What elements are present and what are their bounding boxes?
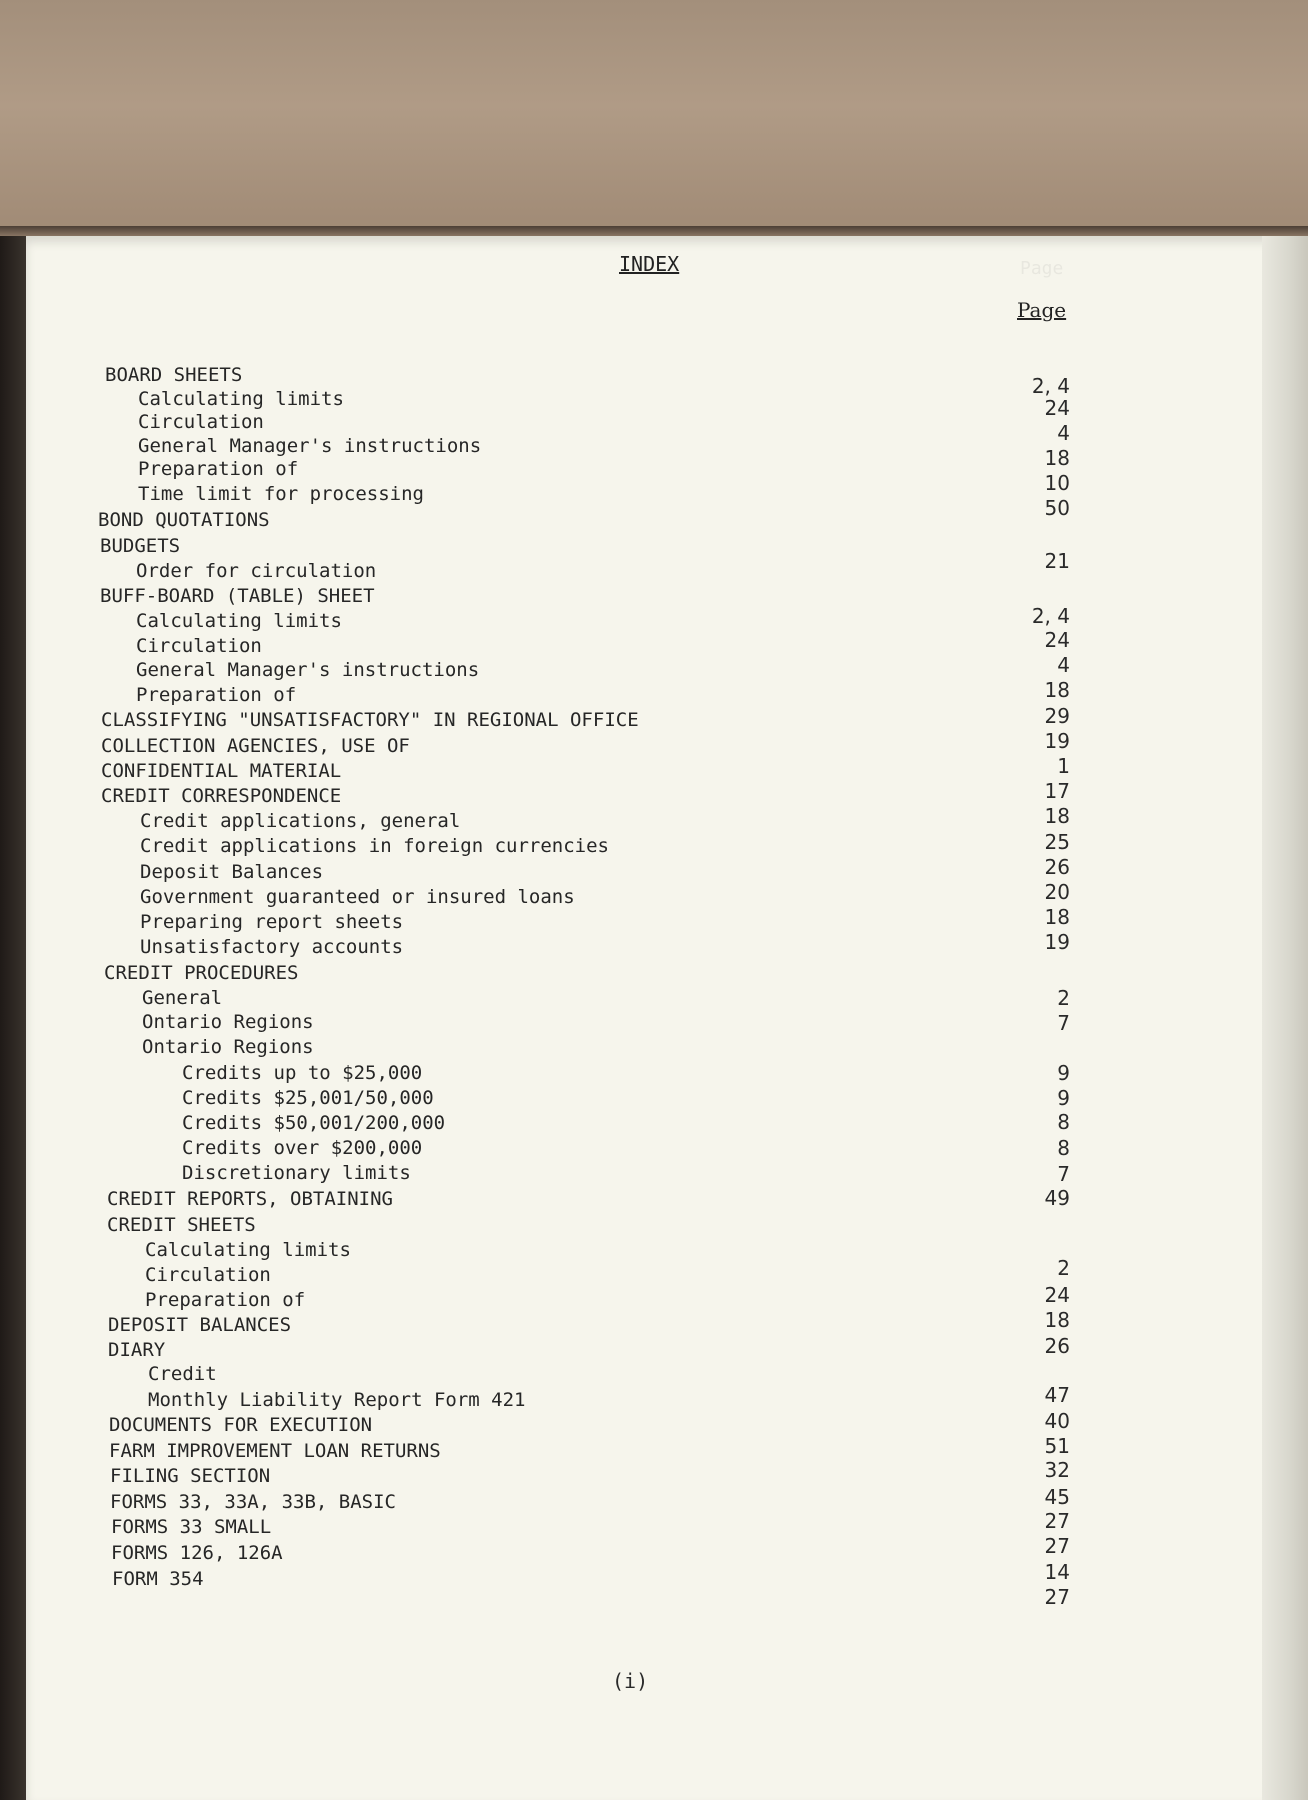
index-entry-page: 50 bbox=[1044, 496, 1070, 520]
binder-edge bbox=[0, 236, 26, 1800]
index-entry-label: DOCUMENTS FOR EXECUTION bbox=[109, 1414, 373, 1436]
index-entry-label: Credit bbox=[148, 1363, 217, 1385]
index-entry-label: General bbox=[142, 987, 223, 1009]
index-entry-page: 14 bbox=[1044, 1560, 1070, 1584]
index-entry-page: 2, 4 bbox=[1031, 374, 1070, 398]
index-entry-page: 24 bbox=[1044, 628, 1070, 652]
index-entry-page: 51 bbox=[1044, 1434, 1070, 1458]
index-entry-label: Deposit Balances bbox=[140, 861, 324, 883]
index-entry-page: 9 bbox=[1057, 1061, 1070, 1085]
page-column-header: Page bbox=[1017, 298, 1067, 322]
index-entry-label: DEPOSIT BALANCES bbox=[108, 1314, 292, 1336]
index-entry-page: 32 bbox=[1044, 1458, 1070, 1482]
index-entry-page: 8 bbox=[1057, 1136, 1070, 1160]
index-entry-label: Time limit for processing bbox=[138, 483, 424, 505]
index-entry-page: 19 bbox=[1044, 930, 1070, 954]
index-entry-label: Ontario Regions bbox=[142, 1036, 314, 1058]
index-entry-label: Monthly Liability Report Form 421 bbox=[148, 1389, 526, 1411]
index-entry-page: 40 bbox=[1044, 1409, 1070, 1433]
index-entry-page: 4 bbox=[1057, 653, 1070, 677]
index-entry-label: Circulation bbox=[136, 635, 262, 657]
index-entry-page: 2 bbox=[1057, 1256, 1070, 1280]
index-entry-page: 27 bbox=[1044, 1585, 1070, 1609]
index-entry-page: 10 bbox=[1044, 471, 1070, 495]
index-entry-label: FORM 354 bbox=[112, 1568, 204, 1590]
index-entry-label: CREDIT SHEETS bbox=[107, 1214, 256, 1236]
index-entry-page: 24 bbox=[1044, 396, 1070, 420]
bleed-through-text: Page bbox=[1020, 258, 1064, 279]
index-entry-label: FORMS 33 SMALL bbox=[111, 1516, 272, 1538]
index-entry-page: 19 bbox=[1044, 729, 1070, 753]
index-entry-label: BUDGETS bbox=[100, 535, 181, 557]
index-entry-label: Circulation bbox=[138, 411, 264, 433]
stacked-pages-edge bbox=[1262, 236, 1308, 1800]
index-entry-page: 2 bbox=[1057, 986, 1070, 1010]
index-entry-page: 27 bbox=[1044, 1534, 1070, 1558]
index-entry-page: 21 bbox=[1044, 549, 1070, 573]
index-entry-label: General Manager's instructions bbox=[136, 659, 480, 681]
index-entry-label: Calculating limits bbox=[138, 388, 344, 410]
index-entry-label: COLLECTION AGENCIES, USE OF bbox=[101, 735, 410, 757]
index-entry-label: BOARD SHEETS bbox=[105, 364, 243, 386]
index-entry-label: General Manager's instructions bbox=[138, 435, 482, 457]
index-entry-page: 7 bbox=[1057, 1162, 1070, 1186]
index-entry-page: 26 bbox=[1044, 855, 1070, 879]
index-entry-label: Order for circulation bbox=[136, 560, 377, 582]
index-entry-page: 18 bbox=[1044, 678, 1070, 702]
index-entry-page: 7 bbox=[1057, 1011, 1070, 1035]
index-entry-label: CREDIT PROCEDURES bbox=[104, 962, 299, 984]
index-entry-page: 18 bbox=[1044, 1308, 1070, 1332]
index-entry-label: FORMS 126, 126A bbox=[111, 1542, 283, 1564]
index-entry-label: CONFIDENTIAL MATERIAL bbox=[101, 760, 342, 782]
index-entry-label: Credits $25,001/50,000 bbox=[182, 1087, 434, 1109]
index-entry-page: 29 bbox=[1044, 704, 1070, 728]
index-entry-label: Discretionary limits bbox=[182, 1162, 411, 1184]
index-entry-label: Preparation of bbox=[136, 684, 297, 706]
index-entry-page: 26 bbox=[1044, 1334, 1070, 1358]
index-entry-page: 2, 4 bbox=[1031, 604, 1070, 628]
index-entry-label: Ontario Regions bbox=[142, 1011, 314, 1033]
index-entry-page: 27 bbox=[1044, 1509, 1070, 1533]
index-entry-label: Preparation of bbox=[138, 458, 299, 480]
index-entry-label: Circulation bbox=[145, 1264, 271, 1286]
index-entry-label: Unsatisfactory accounts bbox=[140, 936, 404, 958]
index-entry-page: 45 bbox=[1044, 1485, 1070, 1509]
index-entry-label: Credit applications in foreign currencies bbox=[140, 835, 609, 857]
index-entry-page: 18 bbox=[1044, 446, 1070, 470]
index-entry-page: 18 bbox=[1044, 804, 1070, 828]
index-entry-label: Preparing report sheets bbox=[140, 911, 404, 933]
index-entry-label: DIARY bbox=[108, 1339, 166, 1361]
index-entry-label: FORMS 33, 33A, 33B, BASIC bbox=[110, 1491, 396, 1513]
index-entry-label: Credits up to $25,000 bbox=[182, 1062, 423, 1084]
index-entry-page: 49 bbox=[1044, 1186, 1070, 1210]
index-entry-page: 1 bbox=[1057, 754, 1070, 778]
index-entry-page: 20 bbox=[1044, 880, 1070, 904]
index-entry-label: CLASSIFYING "UNSATISFACTORY" IN REGIONAL OFFICE bbox=[101, 709, 639, 731]
index-entry-label: CREDIT CORRESPONDENCE bbox=[101, 785, 342, 807]
page-number: (i) bbox=[612, 1669, 649, 1693]
index-entry-label: Credits $50,001/200,000 bbox=[182, 1112, 446, 1134]
folder-cover bbox=[0, 0, 1308, 236]
index-entry-label: FILING SECTION bbox=[110, 1465, 271, 1487]
index-entry-page: 24 bbox=[1044, 1283, 1070, 1307]
index-entry-label: Government guaranteed or insured loans bbox=[140, 886, 575, 908]
index-entry-label: Credits over $200,000 bbox=[182, 1137, 423, 1159]
index-entry-page: 25 bbox=[1044, 830, 1070, 854]
index-entry-page: 8 bbox=[1057, 1110, 1070, 1134]
index-entry-page: 18 bbox=[1044, 905, 1070, 929]
index-entry-page: 17 bbox=[1044, 779, 1070, 803]
index-entry-label: FARM IMPROVEMENT LOAN RETURNS bbox=[109, 1440, 441, 1462]
index-entry-page: 4 bbox=[1057, 421, 1070, 445]
page-title: INDEX bbox=[619, 252, 680, 276]
index-entry-label: Calculating limits bbox=[136, 610, 342, 632]
index-entry-label: BUFF-BOARD (TABLE) SHEET bbox=[100, 585, 375, 607]
index-entry-page: 47 bbox=[1044, 1383, 1070, 1407]
index-entry-label: CREDIT REPORTS, OBTAINING bbox=[107, 1188, 393, 1210]
index-entry-label: BOND QUOTATIONS bbox=[98, 509, 270, 531]
index-entry-label: Credit applications, general bbox=[140, 810, 461, 832]
index-entry-page: 9 bbox=[1057, 1086, 1070, 1110]
index-entry-label: Calculating limits bbox=[145, 1239, 351, 1261]
index-entry-label: Preparation of bbox=[145, 1289, 306, 1311]
